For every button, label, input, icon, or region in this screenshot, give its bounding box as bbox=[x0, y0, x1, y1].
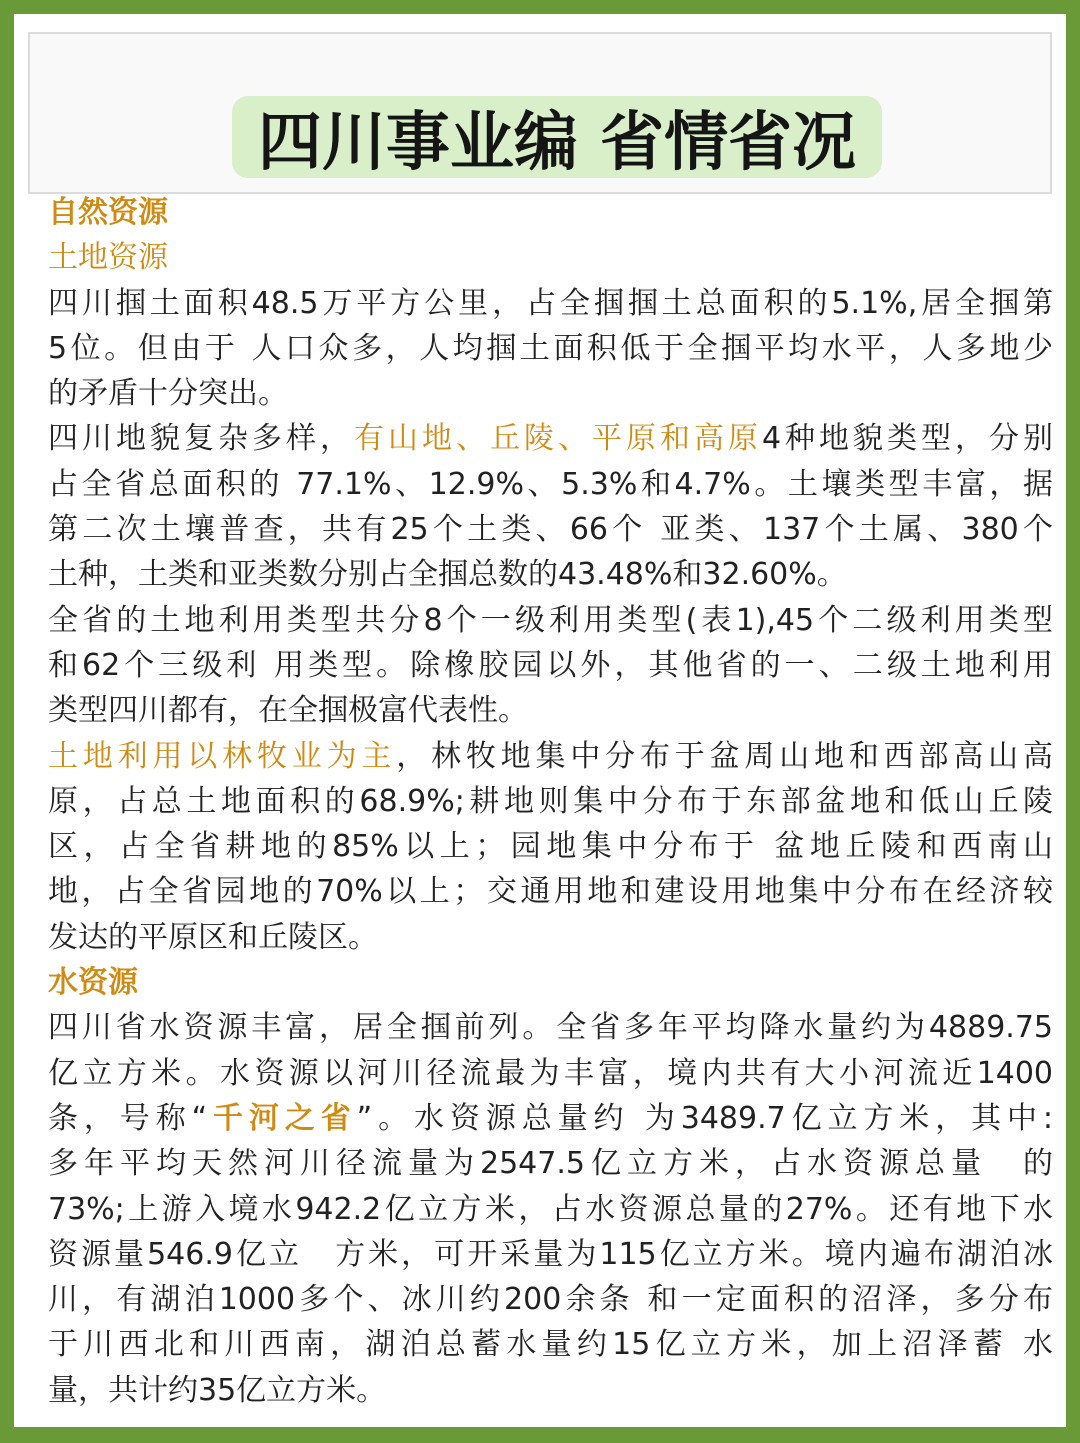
land-p1-line-3: 的矛盾十分突出。 bbox=[48, 376, 288, 412]
water-line-5: 73%;上游入境水942.2亿立方米，占水资源总量的27%。还有地下水 bbox=[48, 1191, 1053, 1227]
land-p2-post: 4种地貌类型，分别 bbox=[761, 421, 1054, 457]
water-line-4: 多年平均天然河川径流量为2547.5亿立方米，占水资源总量 的 bbox=[48, 1146, 1053, 1182]
land-p1-line-1: 四川掴土面积48.5万平方公里，占全掴掴土总面积的5.1%,居全掴第 bbox=[48, 285, 1053, 321]
land-p3-line-3: 类型四川都有，在全掴极富代表性。 bbox=[48, 693, 528, 729]
land-p2-pre: 四川地貌复杂多样， bbox=[48, 421, 354, 457]
land-p4-line-4: 地，占全省园地的70%以上；交通用地和建设用地集中分布在经济较 bbox=[48, 874, 1053, 910]
land-p2-line-1 bbox=[48, 416, 1053, 461]
article-body bbox=[48, 190, 1053, 1413]
page-title: 四川事业编 省情省况 bbox=[232, 96, 882, 178]
water-line-6: 资源量546.9亿立 方米，可开采量为115亿立方米。境内遍布湖泊冰 bbox=[48, 1236, 1053, 1272]
land-p4-line-1 bbox=[48, 734, 1053, 779]
land-p4-post: ，林牧地集中分布于盆周山地和西部高山高 bbox=[396, 738, 1054, 774]
land-p4-line-3: 区，占全省耕地的85%以上；园地集中分布于 盆地丘陵和西南山 bbox=[48, 829, 1053, 865]
water-l3-pre: 条，号称“ bbox=[48, 1100, 208, 1136]
page-card bbox=[14, 14, 1066, 1427]
land-p3-line-2: 和62个三级利 用类型。除橡胶园以外，其他省的一、二级土地利用 bbox=[48, 647, 1053, 683]
water-line-9: 量，共计约35亿立方米。 bbox=[48, 1372, 387, 1408]
land-p2-line-2: 占全省总面积的 77.1%、12.9%、5.3%和4.7%。土壤类型丰富，据 bbox=[48, 466, 1053, 502]
water-l3-post: ”。水资源总量约 为3489.7亿立方米，其中: bbox=[356, 1100, 1054, 1136]
land-p2-line-4: 土种，土类和亚类数分别占全掴总数的43.48%和32.60%。 bbox=[48, 557, 847, 593]
land-p1-line-2: 5位。但由于 人口众多，人均掴土面积低于全掴平均水平，人多地少 bbox=[48, 330, 1053, 366]
land-heading: 土地资源 bbox=[48, 240, 168, 276]
section-heading: 自然资源 bbox=[48, 195, 168, 230]
landform-highlight: 有山地、丘陵、平原和高原 bbox=[353, 421, 762, 457]
land-p4-line-5: 发达的平原区和丘陵区。 bbox=[48, 919, 378, 955]
water-line-7: 川，有湖泊1000多个、冰川约200余条 和一定面积的沼泽，多分布 bbox=[48, 1282, 1053, 1318]
header-panel bbox=[28, 32, 1052, 194]
water-line-3 bbox=[48, 1096, 1053, 1141]
land-p2-line-3: 第二次土壤普查，共有25个土类、66个 亚类、137个土属、380个 bbox=[48, 512, 1053, 548]
water-line-1: 四川省水资源丰富，居全掴前列。全省多年平均降水量约为4889.75 bbox=[48, 1010, 1053, 1046]
land-p3-line-1: 全省的土地利用类型共分8个一级利用类型(表1),45个二级利用类型 bbox=[48, 602, 1053, 638]
water-line-8: 于川西北和川西南，湖泊总蓄水量约15亿立方米，加上沼泽蓄 水 bbox=[48, 1327, 1053, 1363]
land-p4-line-2: 原，占总土地面积的68.9%;耕地则集中分布于东部盆地和低山丘陵 bbox=[48, 783, 1053, 819]
land-use-highlight: 土地利用以林牧业为主 bbox=[48, 738, 397, 774]
water-heading: 水资源 bbox=[48, 965, 138, 1001]
thousand-rivers-highlight: 千河之省 bbox=[207, 1100, 357, 1136]
water-line-2: 亿立方米。水资源以河川径流最为丰富，境内共有大小河流近1400 bbox=[48, 1055, 1053, 1091]
